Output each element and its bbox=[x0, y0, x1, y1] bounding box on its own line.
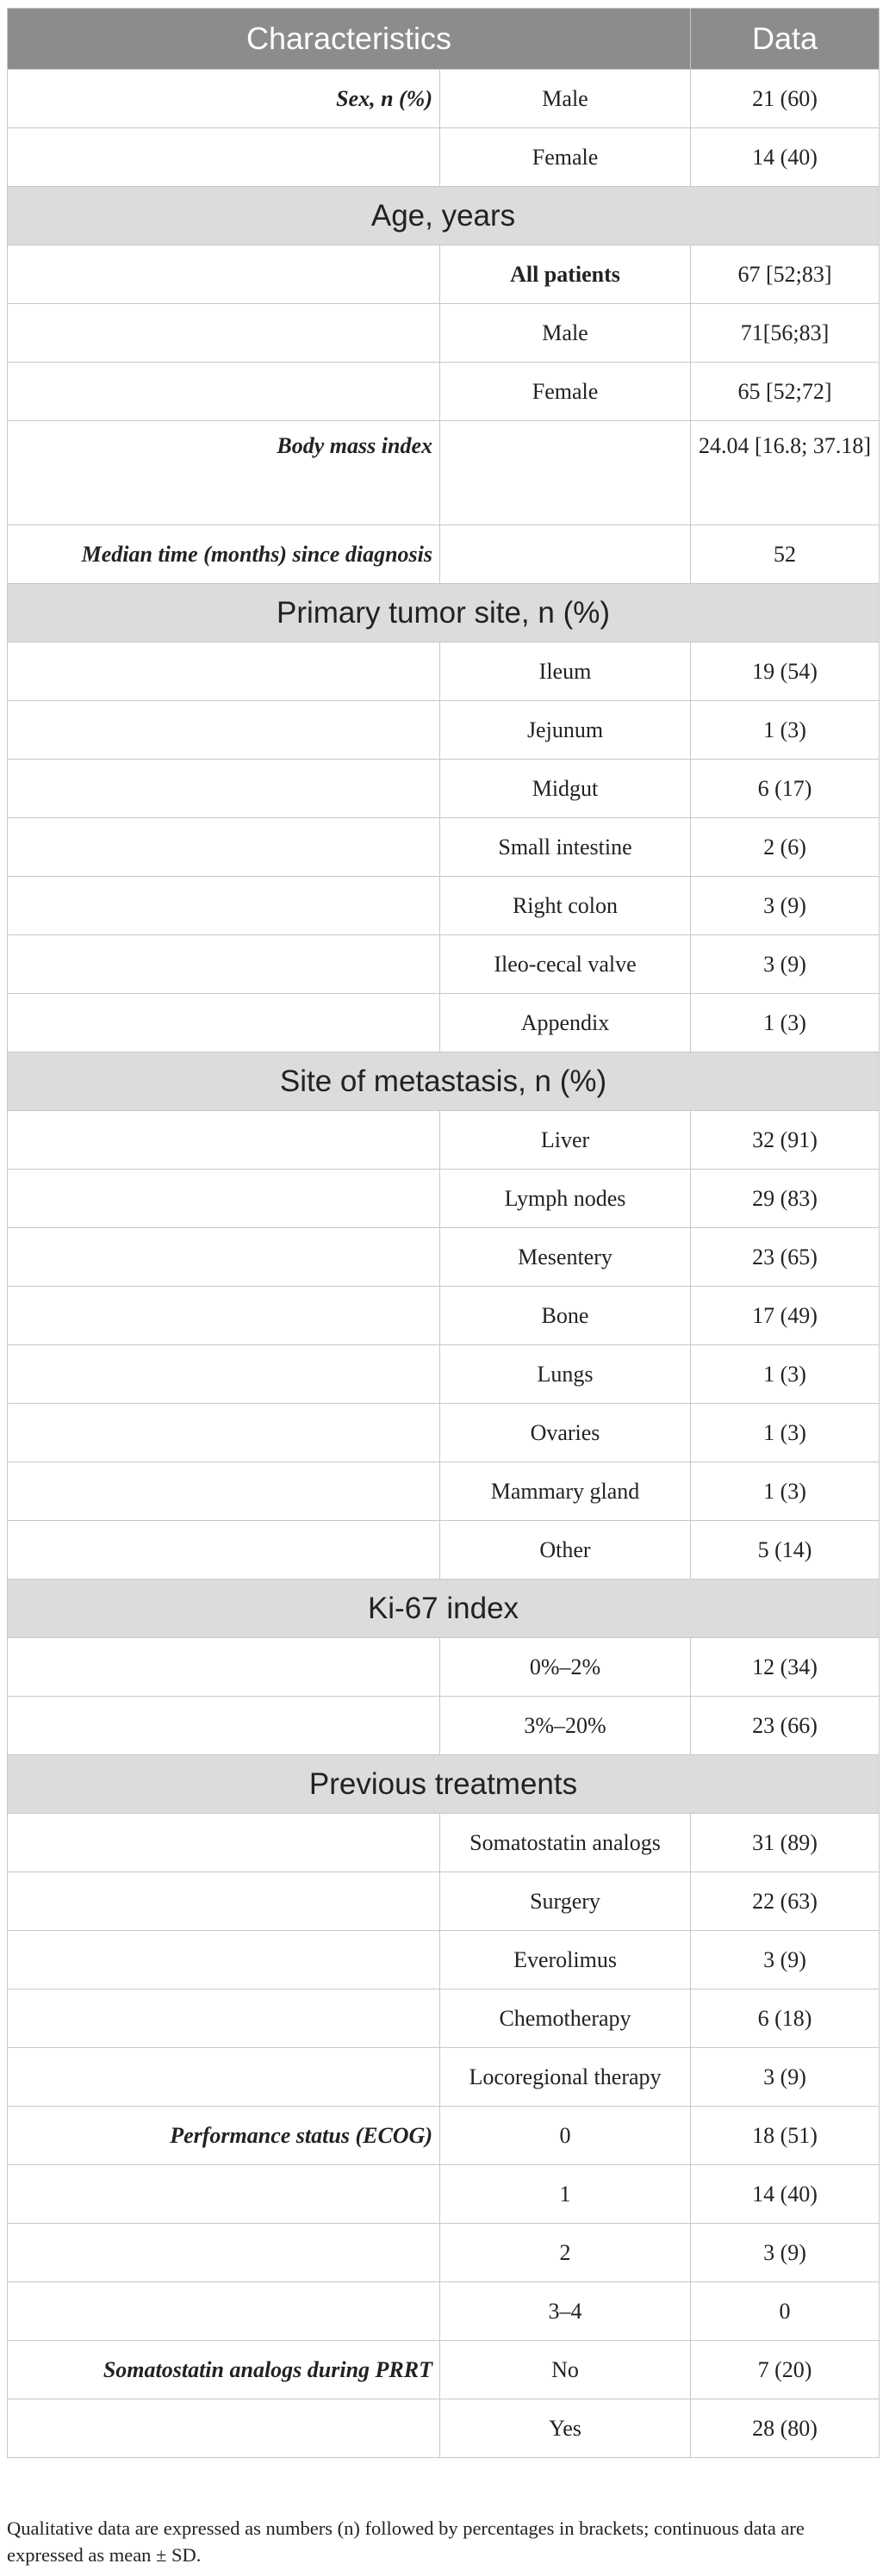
row-value: 71[56;83] bbox=[691, 304, 880, 363]
table-row bbox=[8, 1814, 880, 1872]
section-title: Previous treatments bbox=[8, 1755, 880, 1814]
table-header-row bbox=[8, 9, 880, 70]
table-row bbox=[8, 525, 880, 584]
header-data: Data bbox=[691, 9, 880, 70]
row-value: 18 (51) bbox=[691, 2107, 880, 2165]
table-row bbox=[8, 818, 880, 877]
row-characteristic-label: Performance status (ECOG) bbox=[8, 2107, 440, 2165]
row-subcategory bbox=[440, 525, 691, 584]
row-characteristic-label bbox=[8, 1345, 440, 1404]
row-characteristic-label bbox=[8, 2048, 440, 2107]
row-subcategory: Ileo-cecal valve bbox=[440, 935, 691, 994]
table-row bbox=[8, 1170, 880, 1228]
row-value: 3 (9) bbox=[691, 2224, 880, 2282]
row-value: 3 (9) bbox=[691, 935, 880, 994]
row-characteristic-label bbox=[8, 1814, 440, 1872]
row-subcategory bbox=[440, 421, 691, 525]
table-row bbox=[8, 1638, 880, 1697]
row-subcategory: Bone bbox=[440, 1287, 691, 1345]
row-subcategory: Everolimus bbox=[440, 1931, 691, 1989]
row-value: 17 (49) bbox=[691, 1287, 880, 1345]
row-value: 22 (63) bbox=[691, 1872, 880, 1931]
row-value: 6 (18) bbox=[691, 1989, 880, 2048]
row-value: 23 (65) bbox=[691, 1228, 880, 1287]
row-subcategory: Locoregional therapy bbox=[440, 2048, 691, 2107]
row-subcategory: Female bbox=[440, 128, 691, 187]
header-characteristics: Characteristics bbox=[8, 9, 691, 70]
row-subcategory: Midgut bbox=[440, 760, 691, 818]
row-subcategory: 3–4 bbox=[440, 2282, 691, 2341]
row-value: 21 (60) bbox=[691, 70, 880, 128]
table-row bbox=[8, 2224, 880, 2282]
row-characteristic-label bbox=[8, 877, 440, 935]
row-characteristic-label bbox=[8, 1228, 440, 1287]
row-value: 3 (9) bbox=[691, 877, 880, 935]
row-value: 28 (80) bbox=[691, 2399, 880, 2458]
row-characteristic-label bbox=[8, 1697, 440, 1755]
row-subcategory: Mammary gland bbox=[440, 1462, 691, 1521]
row-value: 1 (3) bbox=[691, 1404, 880, 1462]
row-value: 65 [52;72] bbox=[691, 363, 880, 421]
row-subcategory: Somatostatin analogs bbox=[440, 1814, 691, 1872]
row-subcategory: Male bbox=[440, 304, 691, 363]
row-characteristic-label bbox=[8, 1111, 440, 1170]
row-subcategory: 2 bbox=[440, 2224, 691, 2282]
row-value: 1 (3) bbox=[691, 1345, 880, 1404]
table-row bbox=[8, 2048, 880, 2107]
row-characteristic-label bbox=[8, 1931, 440, 1989]
table-row bbox=[8, 1287, 880, 1345]
table-row bbox=[8, 1697, 880, 1755]
characteristics-table bbox=[7, 8, 880, 2458]
row-value: 31 (89) bbox=[691, 1814, 880, 1872]
table-row bbox=[8, 1521, 880, 1580]
row-characteristic-label bbox=[8, 1521, 440, 1580]
row-characteristic-label bbox=[8, 363, 440, 421]
row-subcategory: Liver bbox=[440, 1111, 691, 1170]
table-row bbox=[8, 363, 880, 421]
row-subcategory: No bbox=[440, 2341, 691, 2399]
row-value: 52 bbox=[691, 525, 880, 584]
table-row bbox=[8, 701, 880, 760]
table-row bbox=[8, 642, 880, 701]
row-value: 29 (83) bbox=[691, 1170, 880, 1228]
table-row bbox=[8, 2165, 880, 2224]
row-characteristic-label bbox=[8, 935, 440, 994]
row-value: 0 bbox=[691, 2282, 880, 2341]
row-characteristic-label bbox=[8, 701, 440, 760]
table-row bbox=[8, 1931, 880, 1989]
section-header-row bbox=[8, 1052, 880, 1111]
row-value: 1 (3) bbox=[691, 701, 880, 760]
section-title: Ki-67 index bbox=[8, 1580, 880, 1638]
row-value: 6 (17) bbox=[691, 760, 880, 818]
section-title: Age, years bbox=[8, 187, 880, 245]
row-value: 14 (40) bbox=[691, 128, 880, 187]
row-subcategory: Yes bbox=[440, 2399, 691, 2458]
row-characteristic-label bbox=[8, 818, 440, 877]
row-value: 23 (66) bbox=[691, 1697, 880, 1755]
table-row bbox=[8, 70, 880, 128]
row-value: 2 (6) bbox=[691, 818, 880, 877]
table-row bbox=[8, 760, 880, 818]
row-subcategory: Lymph nodes bbox=[440, 1170, 691, 1228]
row-characteristic-label bbox=[8, 304, 440, 363]
row-characteristic-label bbox=[8, 2165, 440, 2224]
row-value: 19 (54) bbox=[691, 642, 880, 701]
row-value: 67 [52;83] bbox=[691, 245, 880, 304]
table-row bbox=[8, 1228, 880, 1287]
row-subcategory: Lungs bbox=[440, 1345, 691, 1404]
row-subcategory: All patients bbox=[440, 245, 691, 304]
table-row bbox=[8, 2282, 880, 2341]
row-subcategory: Ileum bbox=[440, 642, 691, 701]
row-characteristic-label: Somatostatin analogs during PRRT bbox=[8, 2341, 440, 2399]
row-characteristic-label bbox=[8, 1170, 440, 1228]
row-characteristic-label bbox=[8, 1989, 440, 2048]
row-subcategory: Surgery bbox=[440, 1872, 691, 1931]
row-value: 32 (91) bbox=[691, 1111, 880, 1170]
row-characteristic-label bbox=[8, 760, 440, 818]
row-characteristic-label bbox=[8, 2282, 440, 2341]
row-value: 1 (3) bbox=[691, 994, 880, 1052]
table-body bbox=[8, 70, 880, 2458]
row-subcategory: Appendix bbox=[440, 994, 691, 1052]
row-subcategory: 3%–20% bbox=[440, 1697, 691, 1755]
table-row bbox=[8, 877, 880, 935]
table-row bbox=[8, 304, 880, 363]
section-header-row bbox=[8, 584, 880, 642]
row-characteristic-label bbox=[8, 1287, 440, 1345]
row-value: 12 (34) bbox=[691, 1638, 880, 1697]
section-header-row bbox=[8, 187, 880, 245]
row-value: 5 (14) bbox=[691, 1521, 880, 1580]
row-subcategory: Other bbox=[440, 1521, 691, 1580]
table-row bbox=[8, 1345, 880, 1404]
table-row bbox=[8, 1404, 880, 1462]
table-row bbox=[8, 2341, 880, 2399]
row-characteristic-label bbox=[8, 1462, 440, 1521]
row-characteristic-label bbox=[8, 1404, 440, 1462]
row-characteristic-label bbox=[8, 2224, 440, 2282]
row-value: 24.04 [16.8; 37.18] bbox=[691, 421, 880, 525]
table-row bbox=[8, 421, 880, 525]
row-characteristic-label: Sex, n (%) bbox=[8, 70, 440, 128]
row-subcategory: Ovaries bbox=[440, 1404, 691, 1462]
row-value: 3 (9) bbox=[691, 1931, 880, 1989]
row-value: 3 (9) bbox=[691, 2048, 880, 2107]
row-subcategory: Small intestine bbox=[440, 818, 691, 877]
table-row bbox=[8, 994, 880, 1052]
row-characteristic-label bbox=[8, 245, 440, 304]
row-characteristic-label: Median time (months) since diagnosis bbox=[8, 525, 440, 584]
row-characteristic-label bbox=[8, 994, 440, 1052]
table-row bbox=[8, 245, 880, 304]
section-title: Primary tumor site, n (%) bbox=[8, 584, 880, 642]
section-header-row bbox=[8, 1755, 880, 1814]
table-row bbox=[8, 1111, 880, 1170]
row-characteristic-label bbox=[8, 128, 440, 187]
row-characteristic-label bbox=[8, 1638, 440, 1697]
row-subcategory: Chemotherapy bbox=[440, 1989, 691, 2048]
row-subcategory: Right colon bbox=[440, 877, 691, 935]
row-characteristic-label bbox=[8, 2399, 440, 2458]
row-subcategory: 1 bbox=[440, 2165, 691, 2224]
row-characteristic-label bbox=[8, 642, 440, 701]
table-row bbox=[8, 128, 880, 187]
row-subcategory: Male bbox=[440, 70, 691, 128]
table-row bbox=[8, 2107, 880, 2165]
table-row bbox=[8, 1872, 880, 1931]
row-characteristic-label: Body mass index bbox=[8, 421, 440, 525]
table-row bbox=[8, 935, 880, 994]
table-row bbox=[8, 1462, 880, 1521]
row-value: 7 (20) bbox=[691, 2341, 880, 2399]
section-header-row bbox=[8, 1580, 880, 1638]
row-subcategory: Mesentery bbox=[440, 1228, 691, 1287]
row-subcategory: Jejunum bbox=[440, 701, 691, 760]
characteristics-table-container bbox=[7, 8, 879, 2458]
row-subcategory: Female bbox=[440, 363, 691, 421]
row-value: 1 (3) bbox=[691, 1462, 880, 1521]
row-subcategory: 0%–2% bbox=[440, 1638, 691, 1697]
row-subcategory: 0 bbox=[440, 2107, 691, 2165]
table-row bbox=[8, 1989, 880, 2048]
section-title: Site of metastasis, n (%) bbox=[8, 1052, 880, 1111]
table-row bbox=[8, 2399, 880, 2458]
table-footnote: Qualitative data are expressed as numbers (n) followed by percentages in brackets; continuous data are expressed as mean ± SD. bbox=[7, 2517, 805, 2566]
row-characteristic-label bbox=[8, 1872, 440, 1931]
row-value: 14 (40) bbox=[691, 2165, 880, 2224]
